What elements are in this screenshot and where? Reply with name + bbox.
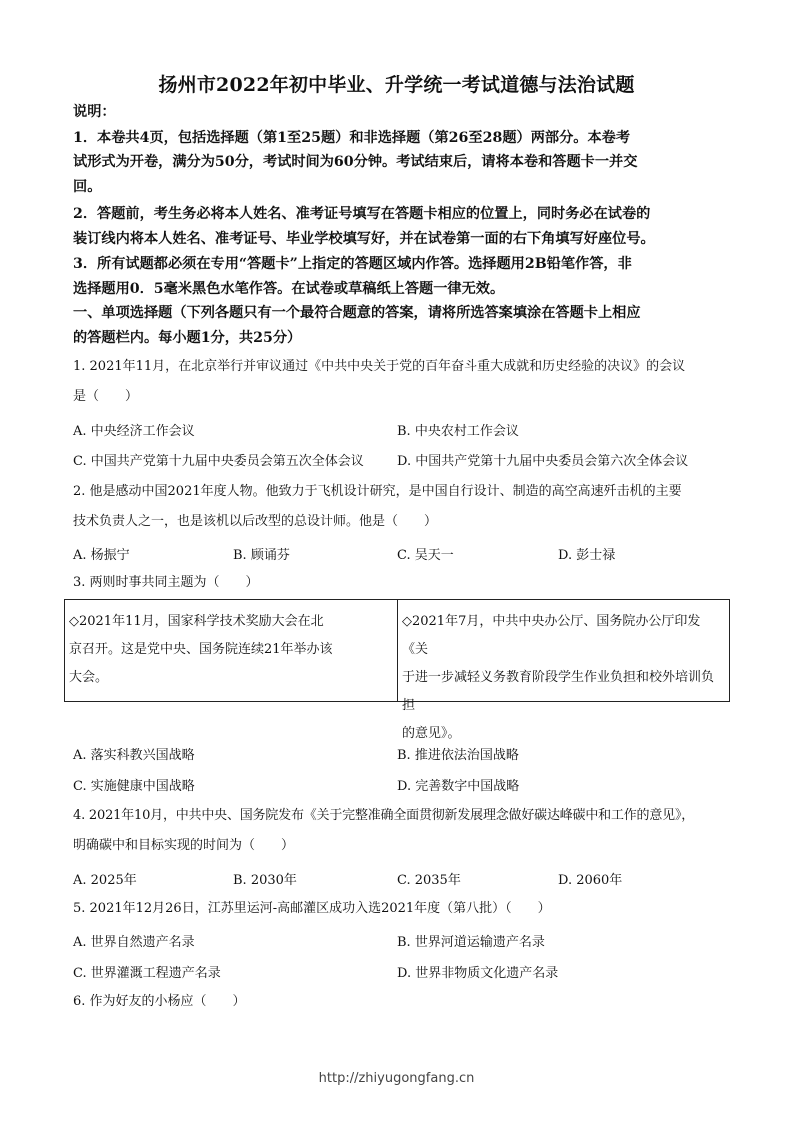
question-1-option-c: C. 中国共产党第十九届中央委员会第五次全体会议 [73, 454, 364, 469]
question-2-option-c: C. 吴天一 [397, 548, 454, 563]
notes-line: 选择题用0．5毫米黑色水笔作答。在试卷或草稿纸上答题一律无效。 [73, 281, 505, 297]
question-5-stem: 5. 2021年12月26日，江苏里运河-高邮灌区成功入选2021年度（第八批）（ ） [73, 901, 551, 916]
question-1-option-d: D. 中国共产党第十九届中央委员会第六次全体会议 [397, 454, 689, 469]
question-2-option-b: B. 顾诵芬 [233, 548, 290, 563]
question-2-option-d: D. 彭士禄 [558, 548, 616, 563]
question-1-option-a: A. 中央经济工作会议 [73, 424, 195, 439]
notes-line: 3．所有试题都必须在专用“答题卡”上指定的答题区域内作答。选择题用2B铅笔作答，非 [73, 256, 632, 272]
question-4-option-a: A. 2025年 [73, 873, 137, 888]
news-text: 的意见》。 [402, 726, 461, 741]
question-5-option-a: A. 世界自然遗产名录 [73, 935, 195, 950]
question-1-stem: 1. 2021年11月，在北京举行并审议通过《中共中央关于党的百年奋斗重大成就和历史经验的决议》的会议 [73, 359, 686, 374]
question-6-stem: 6. 作为好友的小杨应（ ） [73, 994, 246, 1009]
notes-line: 回。 [73, 179, 102, 195]
question-4-option-c: C. 2035年 [397, 873, 461, 888]
question-3-option-b: B. 推进依法治国战略 [397, 748, 519, 763]
footer-url: http://zhiyugongfang.cn [318, 1071, 475, 1086]
question-3-option-a: A. 落实科教兴国战略 [73, 748, 195, 763]
question-2-stem: 2. 他是感动中国2021年度人物。他致力于飞机设计研究，是中国自行设计、制造的高空高速歼击机的主要 [73, 484, 682, 499]
question-2-stem: 技术负责人之一，也是该机以后改型的总设计师。他是（ ） [73, 514, 438, 529]
question-4-option-b: B. 2030年 [233, 873, 297, 888]
news-text: 京召开。这是党中央、国务院连续21年举办该 [69, 642, 333, 657]
question-4-stem: 明确碳中和目标实现的时间为（ ） [73, 838, 295, 853]
question-4-option-d: D. 2060年 [558, 873, 623, 888]
notes-line: 试形式为开卷，满分为50分，考试时间为60分钟。考试结束后，请将本卷和答题卡一并交 [73, 154, 638, 170]
question-4-stem: 4. 2021年10月，中共中央、国务院发布《关于完整准确全面贯彻新发展理念做好碳达峰碳中和工作的意见》， [73, 808, 695, 823]
question-3-option-c: C. 实施健康中国战略 [73, 779, 195, 794]
news-item-left [65, 600, 397, 701]
news-text: 于进一步减轻义务教育阶段学生作业负担和校外培训负担 [402, 670, 715, 713]
exam-title: 扬州市2022年初中毕业、升学统一考试道德与法治试题 [158, 74, 635, 96]
notes-line: 1．本卷共4页，包括选择题（第1至25题）和非选择题（第26至28题）两部分。本卷考 [73, 130, 631, 146]
news-text: ◇2021年7月，中共中央办公厅、国务院办公厅印发《关 [402, 614, 701, 657]
question-5-option-c: C. 世界灌溉工程遗产名录 [73, 966, 221, 981]
question-3-stem: 3. 两则时事共同主题为（ ） [73, 575, 259, 590]
notes-line: 2．答题前，考生务必将本人姓名、准考证号填写在答题卡相应的位置上，同时务必在试卷的 [73, 206, 651, 222]
news-item-right [397, 600, 729, 741]
section-heading: 的答题栏内。每小题1分，共25分） [73, 330, 302, 346]
question-1-option-b: B. 中央农村工作会议 [397, 424, 519, 439]
question-5-option-d: D. 世界非物质文化遗产名录 [397, 966, 559, 981]
question-1-stem: 是（ ） [73, 389, 139, 404]
news-table [64, 599, 730, 741]
question-2-option-a: A. 杨振宁 [73, 548, 130, 563]
notes-heading: 说明： [73, 104, 116, 120]
notes-line: 装订线内将本人姓名、准考证号、毕业学校填写好，并在试卷第一面的右下角填写好座位号。 [73, 231, 655, 247]
section-heading: 一、单项选择题（下列各题只有一个最符合题意的答案，请将所选答案填涂在答题卡上相应 [73, 305, 641, 321]
news-text: 大会。 [69, 670, 109, 685]
question-5-option-b: B. 世界河道运输遗产名录 [397, 935, 545, 950]
news-text: ◇2021年11月，国家科学技术奖励大会在北 [69, 614, 324, 629]
question-3-option-d: D. 完善数字中国战略 [397, 779, 520, 794]
